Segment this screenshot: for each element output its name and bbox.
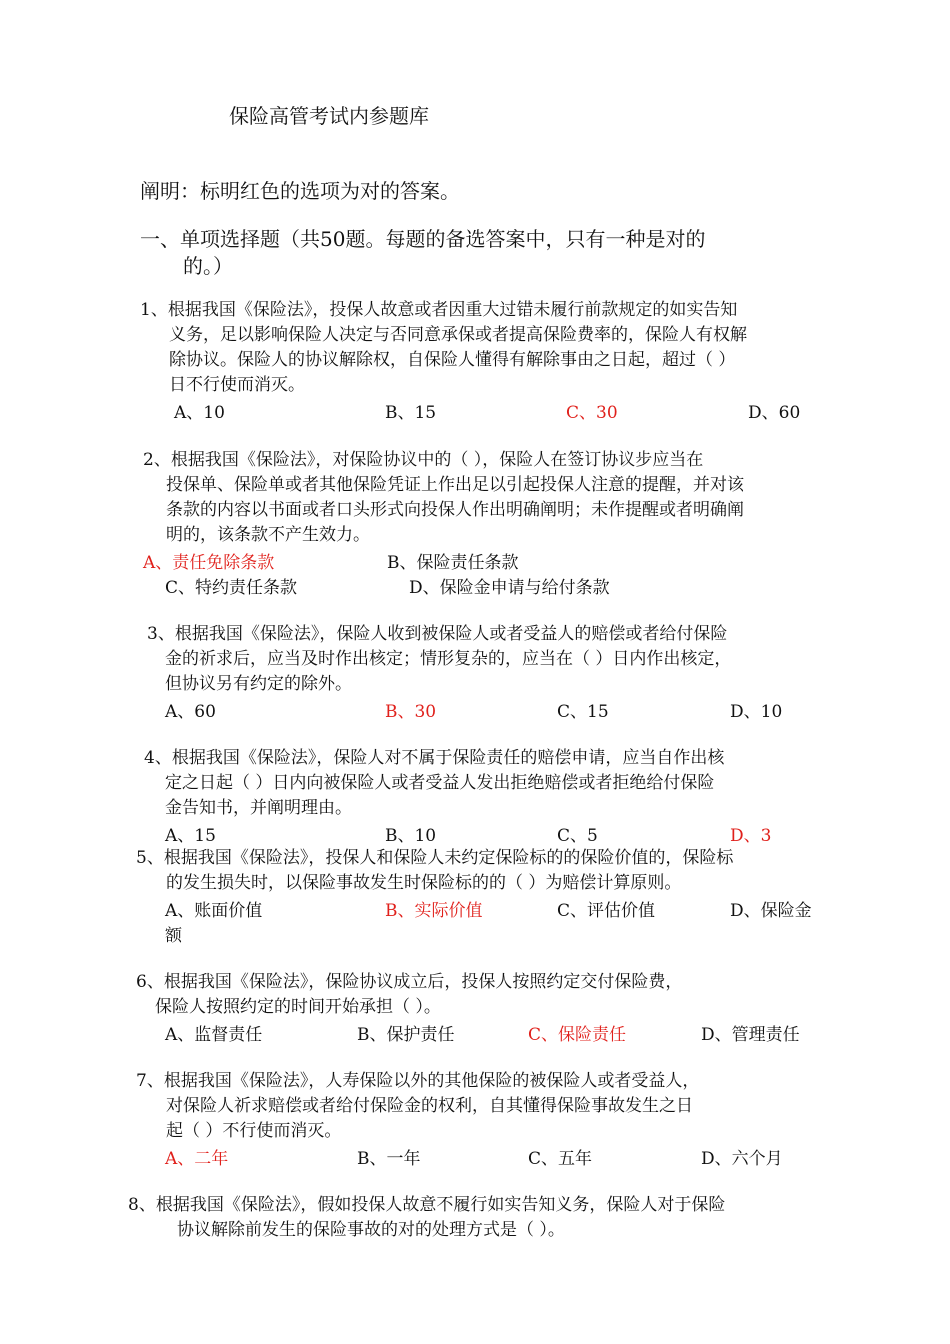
question-text-line: 条款的内容以书面或者口头形式向投保人作出明确阐明；未作提醒或者明确阐 <box>166 500 744 520</box>
question-text-line: 7、根据我国《保险法》，人寿保险以外的其他保险的被保险人或者受益人， <box>136 1071 700 1091</box>
answer-option: D、60 <box>748 403 801 423</box>
answer-option: A、监督责任 <box>165 1025 263 1045</box>
question-text-line: 6、根据我国《保险法》，保险协议成立后，投保人按照约定交付保险费， <box>136 972 683 992</box>
correct-option: D、3 <box>730 826 772 846</box>
answer-option: C、评估价值 <box>557 901 656 921</box>
question-text-line: 4、根据我国《保险法》，保险人对不属于保险责任的赔偿申请，应当自作出核 <box>144 748 725 768</box>
question-text-line: 保险人按照约定的时间开始承担（ ）。 <box>155 997 441 1017</box>
answer-option: D、管理责任 <box>701 1025 800 1045</box>
question-text-line: 除协议。保险人的协议解除权，自保险人懂得有解除事由之日起，超过（ ） <box>169 350 736 370</box>
answer-option: B、保护责任 <box>357 1025 455 1045</box>
question-text-line: 5、根据我国《保险法》，投保人和保险人未约定保险标的的保险价值的，保险标 <box>136 848 734 868</box>
section-heading-line-1: 一、单项选择题（共50题。每题的备选答案中，只有一种是对的 <box>140 227 706 251</box>
page-title: 保险高管考试内参题库 <box>229 104 429 128</box>
answer-option: C、特约责任条款 <box>165 578 298 598</box>
answer-option: A、60 <box>165 702 216 722</box>
correct-option: B、实际价值 <box>385 901 483 921</box>
question-text-line: 协议解除前发生的保险事故的对的处理方式是（ ）。 <box>177 1220 565 1240</box>
answer-option: A、账面价值 <box>165 901 263 921</box>
answer-option: D、10 <box>730 702 783 722</box>
question-text-line: 8、根据我国《保险法》，假如投保人故意不履行如实告知义务，保险人对于保险 <box>128 1195 726 1215</box>
question-text-line: 金的祈求后，应当及时作出核定；情形复杂的，应当在（ ）日内作出核定， <box>165 649 732 669</box>
answer-option: B、10 <box>385 826 437 846</box>
correct-option: A、责任免除条款 <box>143 553 275 573</box>
answer-option: D、保险金申请与给付条款 <box>409 578 610 598</box>
section-heading-line-2: 的。） <box>183 254 233 278</box>
question-text-line: 对保险人祈求赔偿或者给付保险金的权利，自其懂得保险事故发生之日 <box>166 1096 693 1116</box>
correct-option: B、30 <box>385 702 437 722</box>
answer-option: B、15 <box>385 403 437 423</box>
answer-option: C、五年 <box>528 1149 593 1169</box>
answer-option-wrap: 额 <box>165 926 182 946</box>
question-text-line: 的发生损失时，以保险事故发生时保险标的的（ ）为赔偿计算原则。 <box>166 873 682 893</box>
answer-option: A、10 <box>174 403 225 423</box>
question-text-line: 3、根据我国《保险法》，保险人收到被保险人或者受益人的赔偿或者给付保险 <box>147 624 728 644</box>
answer-option: B、保险责任条款 <box>387 553 519 573</box>
question-text-line: 义务，足以影响保险人决定与否同意承保或者提高保险费率的，保险人有权解 <box>169 325 747 345</box>
question-text-line: 明的，该条款不产生效力。 <box>166 525 370 545</box>
correct-option: C、30 <box>566 403 618 423</box>
correct-option: A、二年 <box>165 1149 229 1169</box>
question-text-line: 但协议另有约定的除外。 <box>165 674 352 694</box>
answer-option: A、15 <box>165 826 216 846</box>
answer-notice: 阐明：标明红色的选项为对的答案。 <box>140 179 460 203</box>
answer-option: D、六个月 <box>701 1149 783 1169</box>
correct-option: C、保险责任 <box>528 1025 627 1045</box>
question-text-line: 金告知书，并阐明理由。 <box>165 798 352 818</box>
answer-option: B、一年 <box>357 1149 421 1169</box>
question-text-line: 起（ ）不行使而消灭。 <box>166 1121 342 1141</box>
answer-option: C、15 <box>557 702 609 722</box>
question-text-line: 定之日起（ ）日内向被保险人或者受益人发出拒绝赔偿或者拒绝给付保险 <box>165 773 715 793</box>
question-text-line: 2、根据我国《保险法》，对保险协议中的（ ），保险人在签订协议步应当在 <box>143 450 704 470</box>
question-text-line: 投保单、保险单或者其他保险凭证上作出足以引起投保人注意的提醒，并对该 <box>166 475 744 495</box>
question-text-line: 日不行使而消灭。 <box>169 375 305 395</box>
answer-option: D、保险金 <box>730 901 812 921</box>
question-text-line: 1、根据我国《保险法》，投保人故意或者因重大过错未履行前款规定的如实告知 <box>140 300 738 320</box>
answer-option: C、5 <box>557 826 598 846</box>
